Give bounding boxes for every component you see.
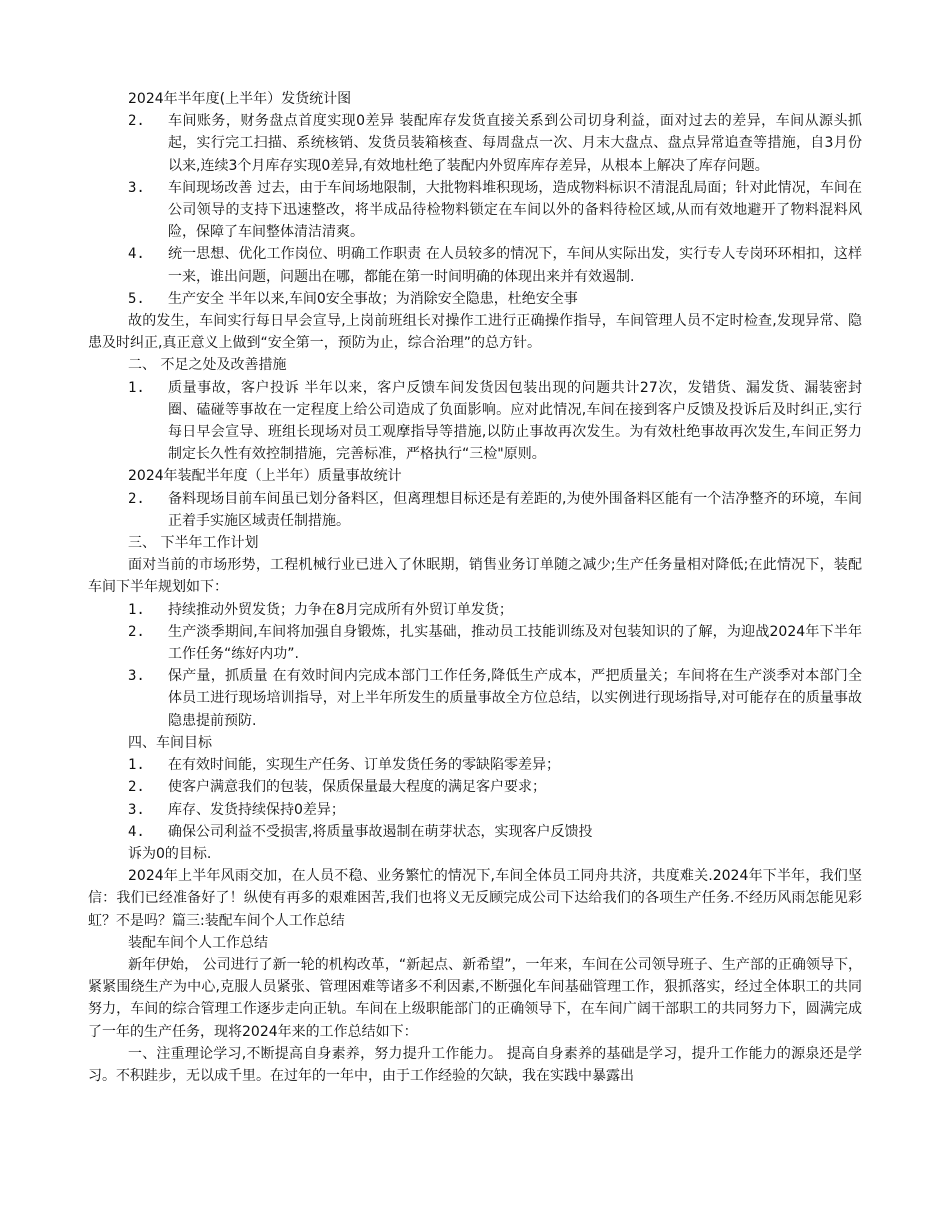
- list-text: 车间现场改善 过去，由于车间场地限制，大批物料堆积现场，造成物料标识不清混乱局面；针对此情况，车间在公司领导的支持下迅速整改，将半成品待检物料锁定在车间以外的备料待检区域,从而有效地避开了物料混料风险，保障了车间整体清洁清爽。: [168, 179, 862, 241]
- list-number: 2.: [128, 113, 145, 130]
- list-item: [88, 821, 862, 843]
- list-item: [88, 776, 862, 798]
- document-body: [88, 88, 862, 1087]
- list-text: 车间账务，财务盘点首度实现0差异 装配库存发货直接关系到公司切身利益，面对过去的差异，车间从源头抓起，实行完工扫描、系统核销、发货员装箱核查、每周盘点一次、月末大盘点、盘点异常追查等措施，自3月份以来,连续3个月库存实现0差异,有效地杜绝了装配内外贸库库存差异，从根本上解决了库存问题。: [168, 113, 862, 174]
- plan-intro-paragraph: 面对当前的市场形势，工程机械行业已进入了休眠期，销售业务订单随之减少;生产任务量相对降低;在此情况下，装配车间下半年规划如下：: [88, 557, 862, 596]
- list-number: 1.: [128, 601, 145, 618]
- list-text: 库存、发货持续保持0差异；: [168, 801, 345, 818]
- shipping-chart-title: 2024年半年度(上半年）发货统计图: [128, 91, 352, 107]
- list-number: 3.: [128, 801, 145, 818]
- list-number: 1.: [128, 379, 145, 396]
- list-item: [88, 621, 862, 665]
- personal-summary-section-one: 一、注重理论学习,不断提高自身素养，努力提升工作能力。 提高自身素养的基础是学习，提升工作能力的源泉还是学习。不积跬步，无以成千里。在过年的一年中，由于工作经验的欠缺，我在实践中暴露出: [88, 1045, 862, 1084]
- achievement-list: [88, 110, 862, 310]
- section-heading-targets: 四、车间目标: [128, 734, 212, 751]
- list-number: 2.: [128, 490, 145, 507]
- list-number: 5.: [128, 290, 145, 307]
- section-heading-plan: 三、 下半年工作计划: [128, 535, 259, 552]
- list-item: [88, 177, 862, 244]
- list-item: [88, 799, 862, 821]
- list-text: 质量事故，客户投诉 半年以来，客户反馈车间发货因包装出现的问题共计27次，发错货、漏发货、漏装密封圈、磕碰等事故在一定程度上给公司造成了负面影响。应对此情况,车间在接到客户反馈及投诉后及时纠正,实行每日早会宣导、班组长现场对员工观摩指导等措施,以防止事故再次发生。为有效杜绝事故再次发生,车间正努力制定长久性有效控制措施，完善标准，严格执行“三检"原则。: [168, 379, 862, 463]
- list-number: 2.: [128, 779, 145, 796]
- section-heading-shortcomings: 二、 不足之处及改善措施: [128, 357, 287, 374]
- list-number: 1.: [128, 757, 145, 774]
- shortcomings-list: [88, 377, 862, 466]
- list-number: 4.: [128, 823, 145, 840]
- list-item: [88, 288, 862, 310]
- list-item: [88, 243, 862, 287]
- closing-paragraph: 2024年上半年风雨交加，在人员不稳、业务繁忙的情况下,车间全体员工同舟共济，共度难关.2024年下半年，我们坚信：我们已经准备好了！纵使有再多的艰难困苦,我们也将义无反顾完成公司下达给我们的各项生产任务.不经历风雨怎能见彩虹？不是吗？篇三:装配车间个人工作总结: [88, 868, 862, 929]
- list-text: 在有效时间能，实现生产任务、订单发货任务的零缺陷零差异；: [168, 757, 560, 774]
- material-area-list: [88, 488, 862, 532]
- list-text: 使客户满意我们的包装，保质保量最大程度的满足客户要求；: [168, 779, 546, 796]
- list-item: [88, 377, 862, 466]
- safety-paragraph: 故的发生，车间实行每日早会宣导,上岗前班组长对操作工进行正确操作指导，车间管理人员不定时检查,发现异常、隐患及时纠正,真正意义上做到“安全第一，预防为止，综合治理”的总方针。: [88, 313, 862, 352]
- personal-summary-paragraph: 新年伊始， 公司进行了新一轮的机构改革，“新起点、新希望”，一年来，车间在公司领导班子、生产部的正确领导下，紧紧围绕生产为中心,克服人员紧张、管理困难等诸多不利因素,不断强化车间基础管理工作，狠抓落实，经过全体职工的共同努力，车间的综合管理工作逐步走向正轨。车间在上级职能部门的正确领导下，在车间广阔干部职工的共同努力下，圆满完成了一年的生产任务，现将2024年来的工作总结如下：: [88, 956, 862, 1040]
- list-item: [88, 599, 862, 621]
- list-text: 保产量，抓质量 在有效时间内完成本部门工作任务,降低生产成本，严把质量关；车间将在生产淡季对本部门全体员工进行现场培训指导，对上半年所发生的质量事故全方位总结，以实例进行现场指导,对可能存在的质量事故隐患提前预防.: [168, 668, 862, 729]
- targets-list: [88, 754, 862, 843]
- list-number: 4.: [128, 246, 145, 263]
- list-item: [88, 665, 862, 732]
- list-text: 生产淡季期间,车间将加强自身锻炼，扎实基础，推动员工技能训练及对包装知识的了解，为迎战2024年下半年工作任务“练好内功”.: [168, 623, 862, 663]
- list-text: 确保公司利益不受损害,将质量事故遏制在萌芽状态，实现客户反馈投: [168, 823, 593, 840]
- list-text: 统一思想、优化工作岗位、明确工作职责 在人员较多的情况下，车间从实际出发，实行专人专岗环环相扣，这样一来，谁出问题，问题出在哪，都能在第一时间明确的体现出来并有效遏制.: [168, 246, 862, 285]
- list-item: [88, 754, 862, 776]
- list-number: 3.: [128, 668, 145, 685]
- list-item: [88, 110, 862, 177]
- personal-summary-title: 装配车间个人工作总结: [128, 934, 268, 951]
- list-text: 持续推动外贸发货；力争在8月完成所有外贸订单发货；: [168, 601, 513, 618]
- list-number: 3.: [128, 179, 145, 196]
- list-text: 生产安全 半年以来,车间0安全事故；为消除安全隐患，杜绝安全事: [168, 290, 578, 307]
- list-number: 2.: [128, 623, 145, 640]
- quality-chart-title: 2024年装配半年度（上半年）质量事故统计: [128, 468, 402, 485]
- target-continuation: 诉为0的目标.: [128, 845, 212, 862]
- plan-list: [88, 599, 862, 732]
- list-text: 备料现场目前车间虽已划分备料区，但离理想目标还是有差距的,为使外围备料区能有一个洁净整齐的环境，车间正着手实施区域责任制措施。: [168, 490, 862, 529]
- list-item: [88, 488, 862, 532]
